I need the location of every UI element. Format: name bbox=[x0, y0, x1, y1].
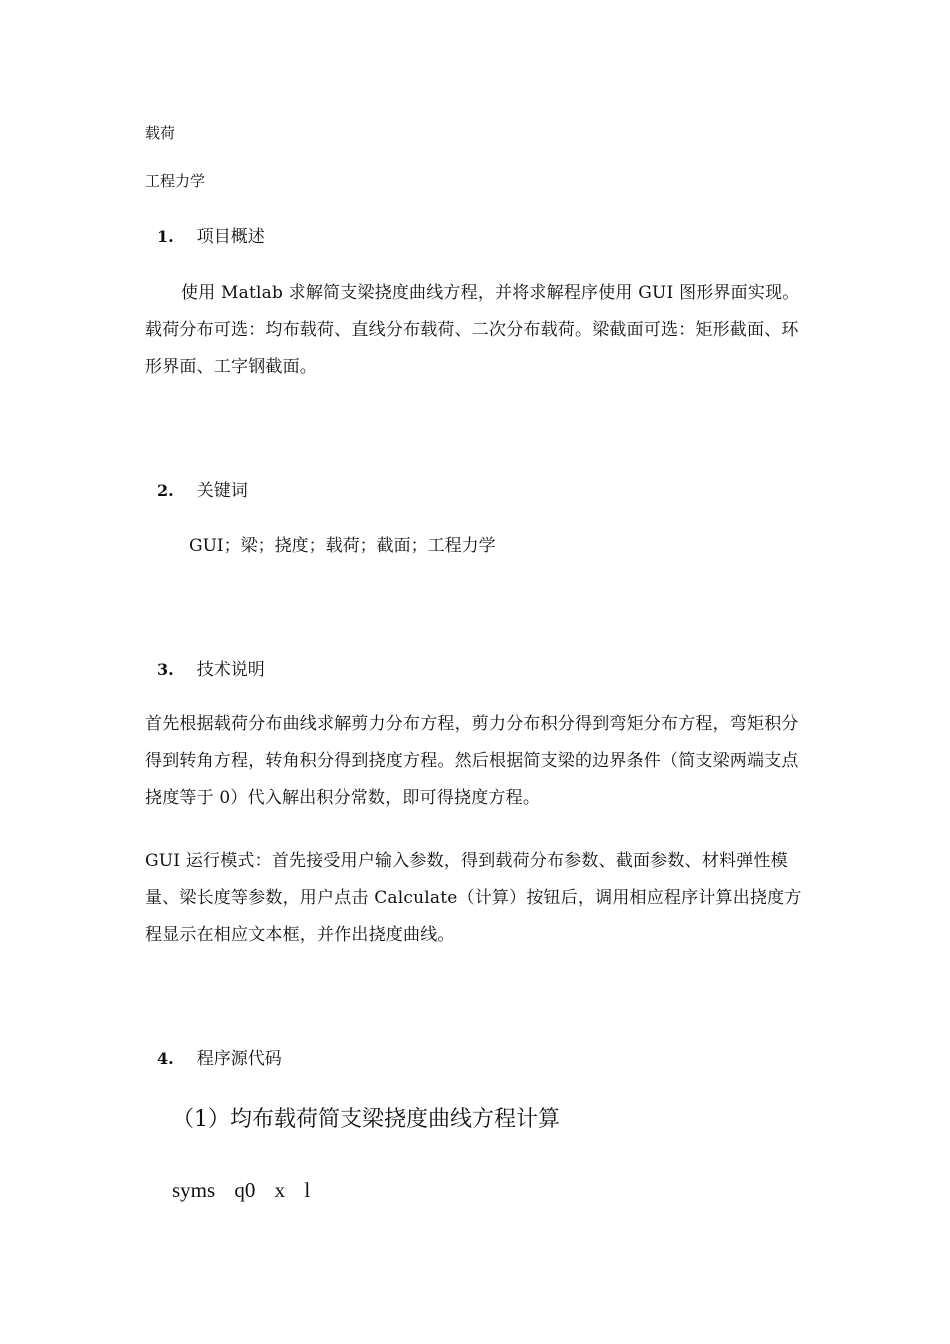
section-4-heading bbox=[157, 1044, 282, 1069]
keywords-text: GUI；梁；挠度；载荷；截面；工程力学 bbox=[189, 536, 496, 556]
section-2-heading bbox=[157, 476, 248, 501]
source-subheading: （1）均布载荷简支梁挠度曲线方程计算 bbox=[172, 1107, 560, 1132]
section-title: 项目概述 bbox=[196, 227, 265, 247]
section-number: 2. bbox=[157, 481, 174, 500]
overview-paragraph: 使用 Matlab 求解简支梁挠度曲线方程，并将求解程序使用 GUI 图形界面实现。载荷分布可选：均布载荷、直线分布载荷、二次分布载荷。梁截面可选：矩形截面、环形界面、工字钢截面。 bbox=[145, 283, 800, 377]
section-number: 4. bbox=[157, 1049, 174, 1068]
section-title: 程序源代码 bbox=[196, 1049, 282, 1069]
section-number: 3. bbox=[157, 660, 174, 679]
section-1-heading bbox=[157, 222, 265, 247]
section-number: 1. bbox=[157, 227, 174, 246]
section-title: 技术说明 bbox=[196, 660, 265, 680]
header-line-1: 载荷 bbox=[145, 124, 176, 142]
header-line-2: 工程力学 bbox=[145, 172, 206, 190]
section-title: 关键词 bbox=[196, 481, 248, 501]
section-3-heading bbox=[157, 655, 265, 680]
code-line: syms q0 x l bbox=[172, 1178, 311, 1202]
tech-paragraph-1: 首先根据载荷分布曲线求解剪力分布方程，剪力分布积分得到弯矩分布方程，弯矩积分得到转角方程，转角积分得到挠度方程。然后根据简支梁的边界条件（简支梁两端支点挠度等于 0）代入解出积分常数，即可得挠度方程。 bbox=[145, 714, 799, 808]
tech-paragraph-2: GUI 运行模式：首先接受用户输入参数，得到载荷分布参数、截面参数、材料弹性模量、梁长度等参数，用户点击 Calculate（计算）按钮后，调用相应程序计算出挠度方程显示在相应文本框，并作出挠度曲线。 bbox=[145, 851, 802, 945]
